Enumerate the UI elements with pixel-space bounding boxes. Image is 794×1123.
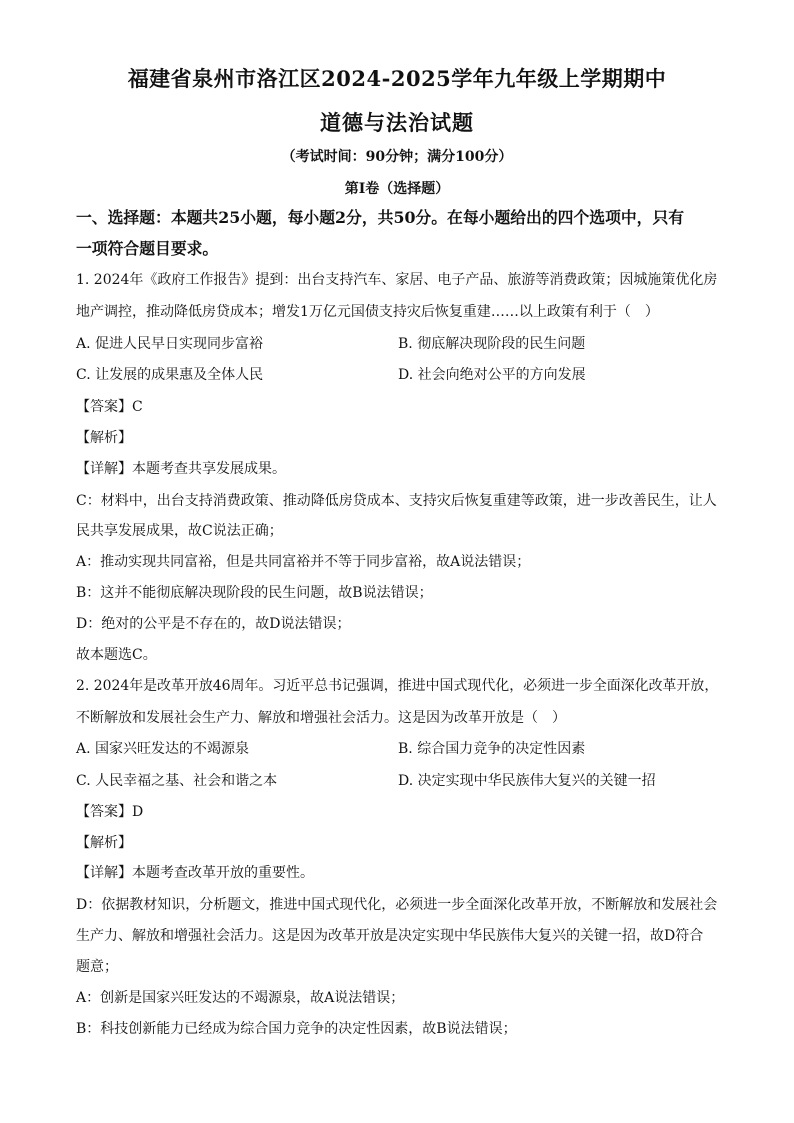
q1-option-d: D. 社会向绝对公平的方向发展 [398, 367, 586, 383]
q1-option-b: B. 彻底解决现阶段的民生问题 [398, 336, 586, 352]
q2-explain-line: B：科技创新能力已经成为综合国力竞争的决定性因素，故B说法错误； [76, 1021, 517, 1037]
exam-info: （考试时间：90分钟；满分100分） [281, 149, 513, 165]
q1-explain-line: 民共享发展成果，故C说法正确； [76, 523, 283, 539]
q1-option-a: A. 促进人民早日实现同步富裕 [76, 336, 264, 352]
q1-stem-line2: 地产调控，推动降低房贷成本；增发1万亿元国债支持灾后恢复重建……以上政策有利于（ ） [76, 304, 659, 320]
q1-explain-line: C：材料中，出台支持消费政策、推动降低房贷成本、支持灾后恢复重建等政策，进一步改善民生，让人 [76, 493, 717, 509]
volume-heading: 第Ⅰ卷（选择题） [344, 181, 450, 197]
q1-explain-line: 故本题选C。 [76, 647, 157, 663]
q2-option-a: A. 国家兴旺发达的不竭源泉 [76, 741, 250, 757]
q2-analysis-label: 【解析】 [76, 835, 132, 851]
q2-explain-line: 生产力、解放和增强社会活力。这是因为改革开放是决定实现中华民族伟大复兴的关键一招，故D符合 [76, 928, 704, 944]
q1-answer: 【答案】C [76, 399, 143, 415]
q2-answer: 【答案】D [76, 804, 144, 820]
q1-explain-line: D：绝对的公平是不存在的，故D说法错误； [76, 616, 351, 632]
section-heading-line1: 一、选择题：本题共25小题，每小题2分，共50分。在每小题给出的四个选项中，只有 [76, 208, 685, 227]
q2-explain-line: D：依据教材知识，分析题文，推进中国式现代化，必须进一步全面深化改革开放，不断解放和发展社会 [76, 897, 718, 913]
q2-stem-line1: 2. 2024年是改革开放46周年。习近平总书记强调，推进中国式现代化，必须进一步全面深化改革开放， [76, 678, 719, 694]
q2-option-b: B. 综合国力竞争的决定性因素 [398, 741, 586, 757]
q1-stem-line1: 1. 2024年《政府工作报告》提到：出台支持汽车、家居、电子产品、旅游等消费政策；因城施策优化房 [76, 272, 718, 288]
q1-explain-line: A：推动实现共同富裕，但是共同富裕并不等于同步富裕，故A说法错误； [76, 554, 531, 570]
document-subject: 道德与法治试题 [320, 110, 474, 135]
q2-option-d: D. 决定实现中华民族伟大复兴的关键一招 [398, 773, 656, 789]
q1-detail: 【详解】本题考查共享发展成果。 [76, 461, 286, 477]
q2-detail: 【详解】本题考查改革开放的重要性。 [76, 865, 314, 881]
q2-option-c: C. 人民幸福之基、社会和谐之本 [76, 773, 278, 789]
q1-explain-line: B：这并不能彻底解决现阶段的民生问题，故B说法错误； [76, 585, 433, 601]
section-heading-line2: 一项符合题目要求。 [76, 239, 219, 258]
q1-option-c: C. 让发展的成果惠及全体人民 [76, 367, 264, 383]
q2-explain-line: 题意； [76, 959, 118, 975]
document-title: 福建省泉州市洛江区2024-2025学年九年级上学期期中 [127, 66, 667, 91]
q1-analysis-label: 【解析】 [76, 430, 132, 446]
q2-stem-line2: 不断解放和发展社会生产力、解放和增强社会活力。这是因为改革开放是（ ） [76, 710, 566, 726]
q2-explain-line: A：创新是国家兴旺发达的不竭源泉，故A说法错误； [76, 990, 405, 1006]
